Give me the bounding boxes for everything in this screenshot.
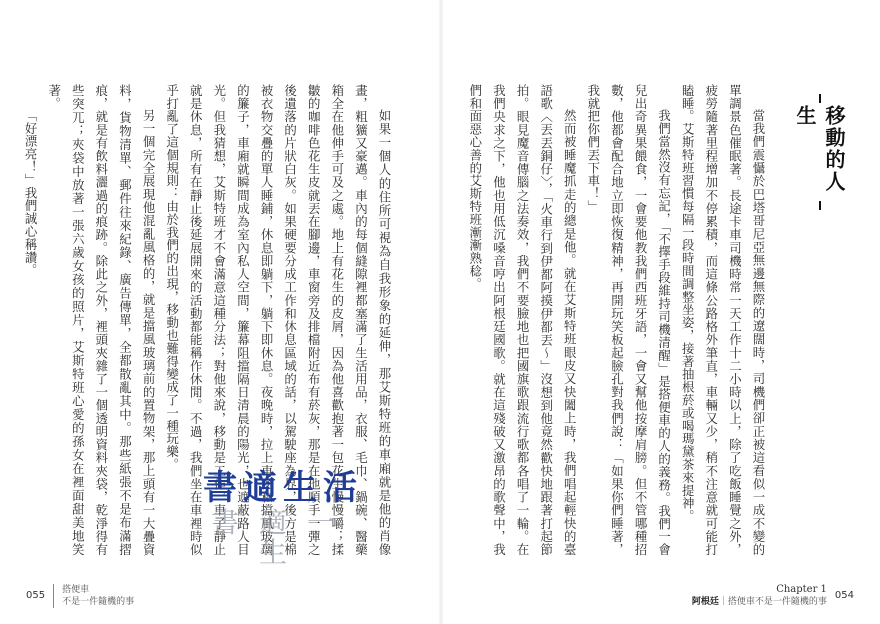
paragraph: 「好漂亮！」我們誠心稱讚。 [23, 108, 39, 277]
paragraph: 然而被睡魔抓走的總是他。就在艾斯特班眼皮又快闔上時，我們唱起輕快的臺語歌〈丟丟銅仔〉，「火車行到伊都阿摸伊都丟～」沒想到他竟然歡快地跟著打起節拍。眼見魔音傳腦之法奏效，我們不要臉地也把國旗歌跟流行歌都各唱了一輪。在我們央求之下，他也用低沉嗓音哼出阿根廷國歌。就在這殘破又激昂的歌聲中，我們和面惡心善的艾斯特班漸漸熟稔。 [467, 84, 578, 556]
watermark [188, 468, 378, 569]
chapter-heading [793, 92, 846, 212]
chapter-heading-text: 移動的人生 [793, 104, 846, 193]
chapter-label: Chapter 1 [776, 584, 827, 595]
heading-rule-top [819, 94, 821, 103]
right-footer: Chapter 1 阿根廷｜搭便車不是一件隨機的事 054 [691, 584, 854, 607]
paragraph: 另一個完全展現他混亂風格的，就是擋風玻璃前的置物架，那上頭有一大疊資料，貨物清單、郵件往來紀錄、廣告傳單，全都散亂其中。那些紙張不是布滿摺痕，就是有飲料灑過的痕跡。除此之外，裡頭夾雜了一個透明資料夾袋，乾淨得有些突兀；夾袋中放著一張六歲女孩的照片，艾斯特班心愛的孫女在裡面甜美地笑著。 [46, 84, 157, 556]
paragraph: 如果一個人的住所可視為自我形象的延伸，那艾斯特班的車廂就是他的肖像畫，粗獷又豪邁。車內的每個縫隙裡都塞滿了生活用品，衣服、毛巾、鍋碗、醫藥箱全在他伸手可及之處。地上有花生的皮屑，因為他喜歡抱著一包花生慢慢嚼；揉皺的咖啡色花生皮就丟在腳邊，車窗旁及排檔附近布有菸灰，那是在他順手一彈之後遺落的片狀白灰。如果硬要分成工作和休息區域的話，以駕駛座為界，後方是棉被衣物交疊的單人睡鋪，休息即躺下，躺下即休息。夜晚時，拉上車窗和擋風玻璃的簾子，車廂就瞬間成為室內私人空間，簾幕阻擋隔日清晨的陽光，也遮蔽路人目光。但我猜想，艾斯特班才不會滿意這種分法；對他來說，移動是工作，車子靜止就是休息，所有在靜止後延展開來的活動都能稱作休閒。不過，我們坐在車裡時似乎打亂了這個規則：由於我們的出現，移動也難得變成了一種玩樂。 [164, 84, 392, 556]
right-page-body [450, 84, 770, 556]
left-footer [26, 584, 134, 608]
running-title: 搭便車 [62, 585, 90, 595]
heading-rule-bottom [819, 201, 821, 210]
right-page [440, 0, 880, 624]
paragraph: 我們當然沒有忘記，「不擇手段維持司機清醒」是搭便車的人的義務。我們一會兒出奇異果餵食，一會要他教我們西班牙語，一會又幫他按摩肩膀。但不管哪種招數，他都會配合地立即恢復精神，再開玩笑板起臉孔對我們說：「如果你們睡著，我就把你們丟下車！」 [585, 84, 672, 556]
page-number: 054 [834, 590, 854, 601]
running-subtitle: 不是一件隨機的事 [62, 597, 135, 607]
paragraph: 當我們震懾於巴塔哥尼亞無邊無際的遼闊時，司機們卻正被這看似一成不變的單調景色催眠著。長途卡車司機時常一天工作十二小時以上，除了吃飯睡覺之外，疲勞隨著里程增加不停累積，而這條公路格外筆直，車輛又少，稍不注意就可能打瞌睡。艾斯特班習慣每隔一段時間調整坐姿，接著抽根菸或喝瑪黛茶來提神。 [680, 84, 766, 556]
page-number: 055 [26, 590, 46, 601]
running-subtitle: 搭便車不是一件隨機的事 [727, 597, 827, 607]
running-author: 阿根廷 [691, 597, 719, 607]
footer-divider [53, 584, 54, 608]
watermark-main: 書適生活 [203, 468, 363, 508]
watermark-sub: 書適一生 [210, 506, 355, 569]
